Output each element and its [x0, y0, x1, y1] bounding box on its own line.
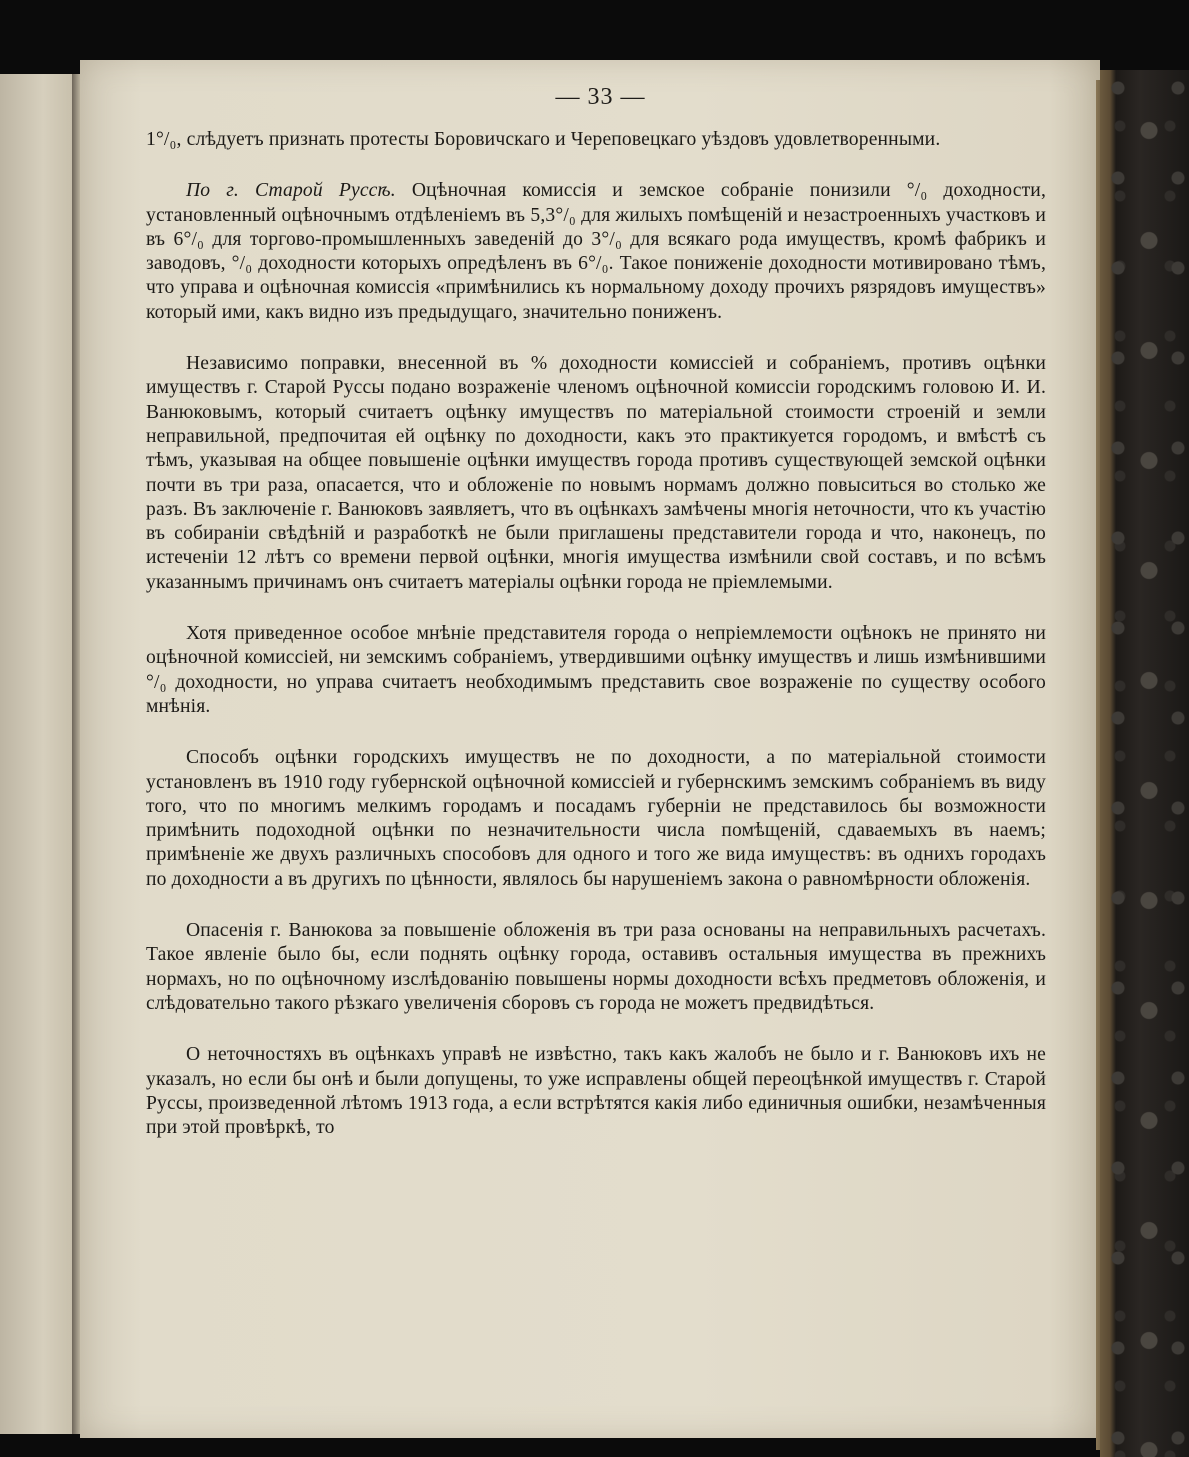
paragraph-6: Опасенія г. Ванюкова за повышеніе обложенія въ три раза основаны на неправильныхъ расчетахъ. Такое явленіе было бы, если поднять оцѣнку города, оставивъ остальныя имущества въ прежнихъ нормахъ, но по оцѣночному изслѣдованію повышены нормы доходности всѣхъ предметовъ обложенія, и слѣдовательно такого рѣзкаго увеличенія сборовъ съ города не можетъ предвидѣться.	[146, 920, 1046, 1014]
page-text	[146, 128, 1046, 1140]
section-heading-staraya-russa: По г. Старой Руссѣ.	[186, 180, 396, 202]
page-number: — 33 —	[555, 84, 646, 110]
marbled-cover	[1100, 70, 1189, 1457]
paragraph-1: 1°/₀, слѣдуетъ признать протесты Боровичскаго и Череповецкаго уѣздовъ удовлетворенными.	[146, 129, 941, 150]
paragraph-5: Способъ оцѣнки городскихъ имуществъ не по доходности, а по матеріальной стоимости установленъ въ 1910 году губернской оцѣночной комиссіей и губернскимъ земскимъ собраніемъ въ виду того, что по многимъ мелкимъ городамъ и посадамъ губерніи не представилось бы возможности примѣнить подоходной оцѣнки по незначительности числа помѣщеній, сдаваемыхъ въ наемъ; примѣненіе же двухъ различныхъ способовъ для одного и того же вида имуществъ: въ однихъ городахъ по доходности а въ другихъ по цѣнности, являлось бы нарушеніемъ закона о равномѣрности обложенія.	[146, 747, 1046, 890]
paragraph-2	[146, 179, 1046, 325]
paragraph-4: Хотя приведенное особое мнѣніе представителя города о непріемлемости оцѣнокъ не принято ни оцѣночной комиссіей, ни земскимъ собраніемъ, утвердившими оцѣнку имуществъ и лишь измѣнившими °/₀ доходности, но управа считаетъ необходимымъ представить свое возраженіе по существу особого мнѣнія.	[146, 623, 1046, 717]
paragraph-7: О неточностяхъ въ оцѣнкахъ управѣ не извѣстно, такъ какъ жалобъ не было и г. Ванюковъ ихъ не указалъ, но если бы онѣ и были допущены, то уже исправлены общей переоцѣнкой имуществъ г. Старой Руссы, произведенной лѣтомъ 1913 года, а если встрѣтятся какія либо единичныя ошибки, незамѣченныя при этой провѣркѣ, то	[146, 1044, 1046, 1139]
left-page-edge	[0, 74, 74, 1434]
paragraph-3: Независимо поправки, внесенной въ % доходности комиссіей и собраніемъ, противъ оцѣнки имуществъ г. Старой Руссы подано возраженіе членомъ оцѣночной комиссіи городскимъ головою И. И. Ванюковымъ, который считаетъ оцѣнку имуществъ по матеріальной стоимости строеній и земли неправильной, предпочитая ей оцѣнку по доходности, какъ это практикуется городомъ, и вмѣстѣ съ тѣмъ, указывая на общее повышеніе оцѣнки имуществъ города противъ существующей земской оцѣнки почти въ три раза, опасается, что и обложеніе по новымъ нормамъ должно повыситься во столько же разъ. Въ заключеніе г. Ванюковъ заявляетъ, что въ оцѣнкахъ замѣчены многія неточности, что къ участію въ собираніи свѣдѣній и разработкѣ не были приглашены представители города и что, наконецъ, по истеченіи 12 лѣтъ со времени первой оцѣнки, многія имущества измѣнили свой составъ, и по всѣмъ указаннымъ причинамъ онъ считаетъ матеріалы оцѣнки города не пріемлемыми.	[146, 353, 1046, 593]
book-gutter	[72, 74, 80, 1434]
paragraph-2-body: Оцѣночная комиссія и земское собраніе понизили °/₀ доходности, установленный оцѣночнымъ отдѣленіемъ въ 5,3°/₀ для жилыхъ помѣщеній и незастроенныхъ участковъ и въ 6°/₀ для торгово-промышленныхъ заведеній до 3°/₀ для всякаго рода имуществъ, кромѣ фабрикъ и заводовъ, °/₀ доходности которыхъ опредѣленъ въ 6°/₀. Такое пониженіе доходности мотивировано тѣмъ, что управа и оцѣночная комиссія «примѣнились къ нормальному доходу прочихъ рязрядовъ имуществъ» который ими, какъ видно изъ предыдущаго, значительно пониженъ.	[146, 180, 1046, 323]
